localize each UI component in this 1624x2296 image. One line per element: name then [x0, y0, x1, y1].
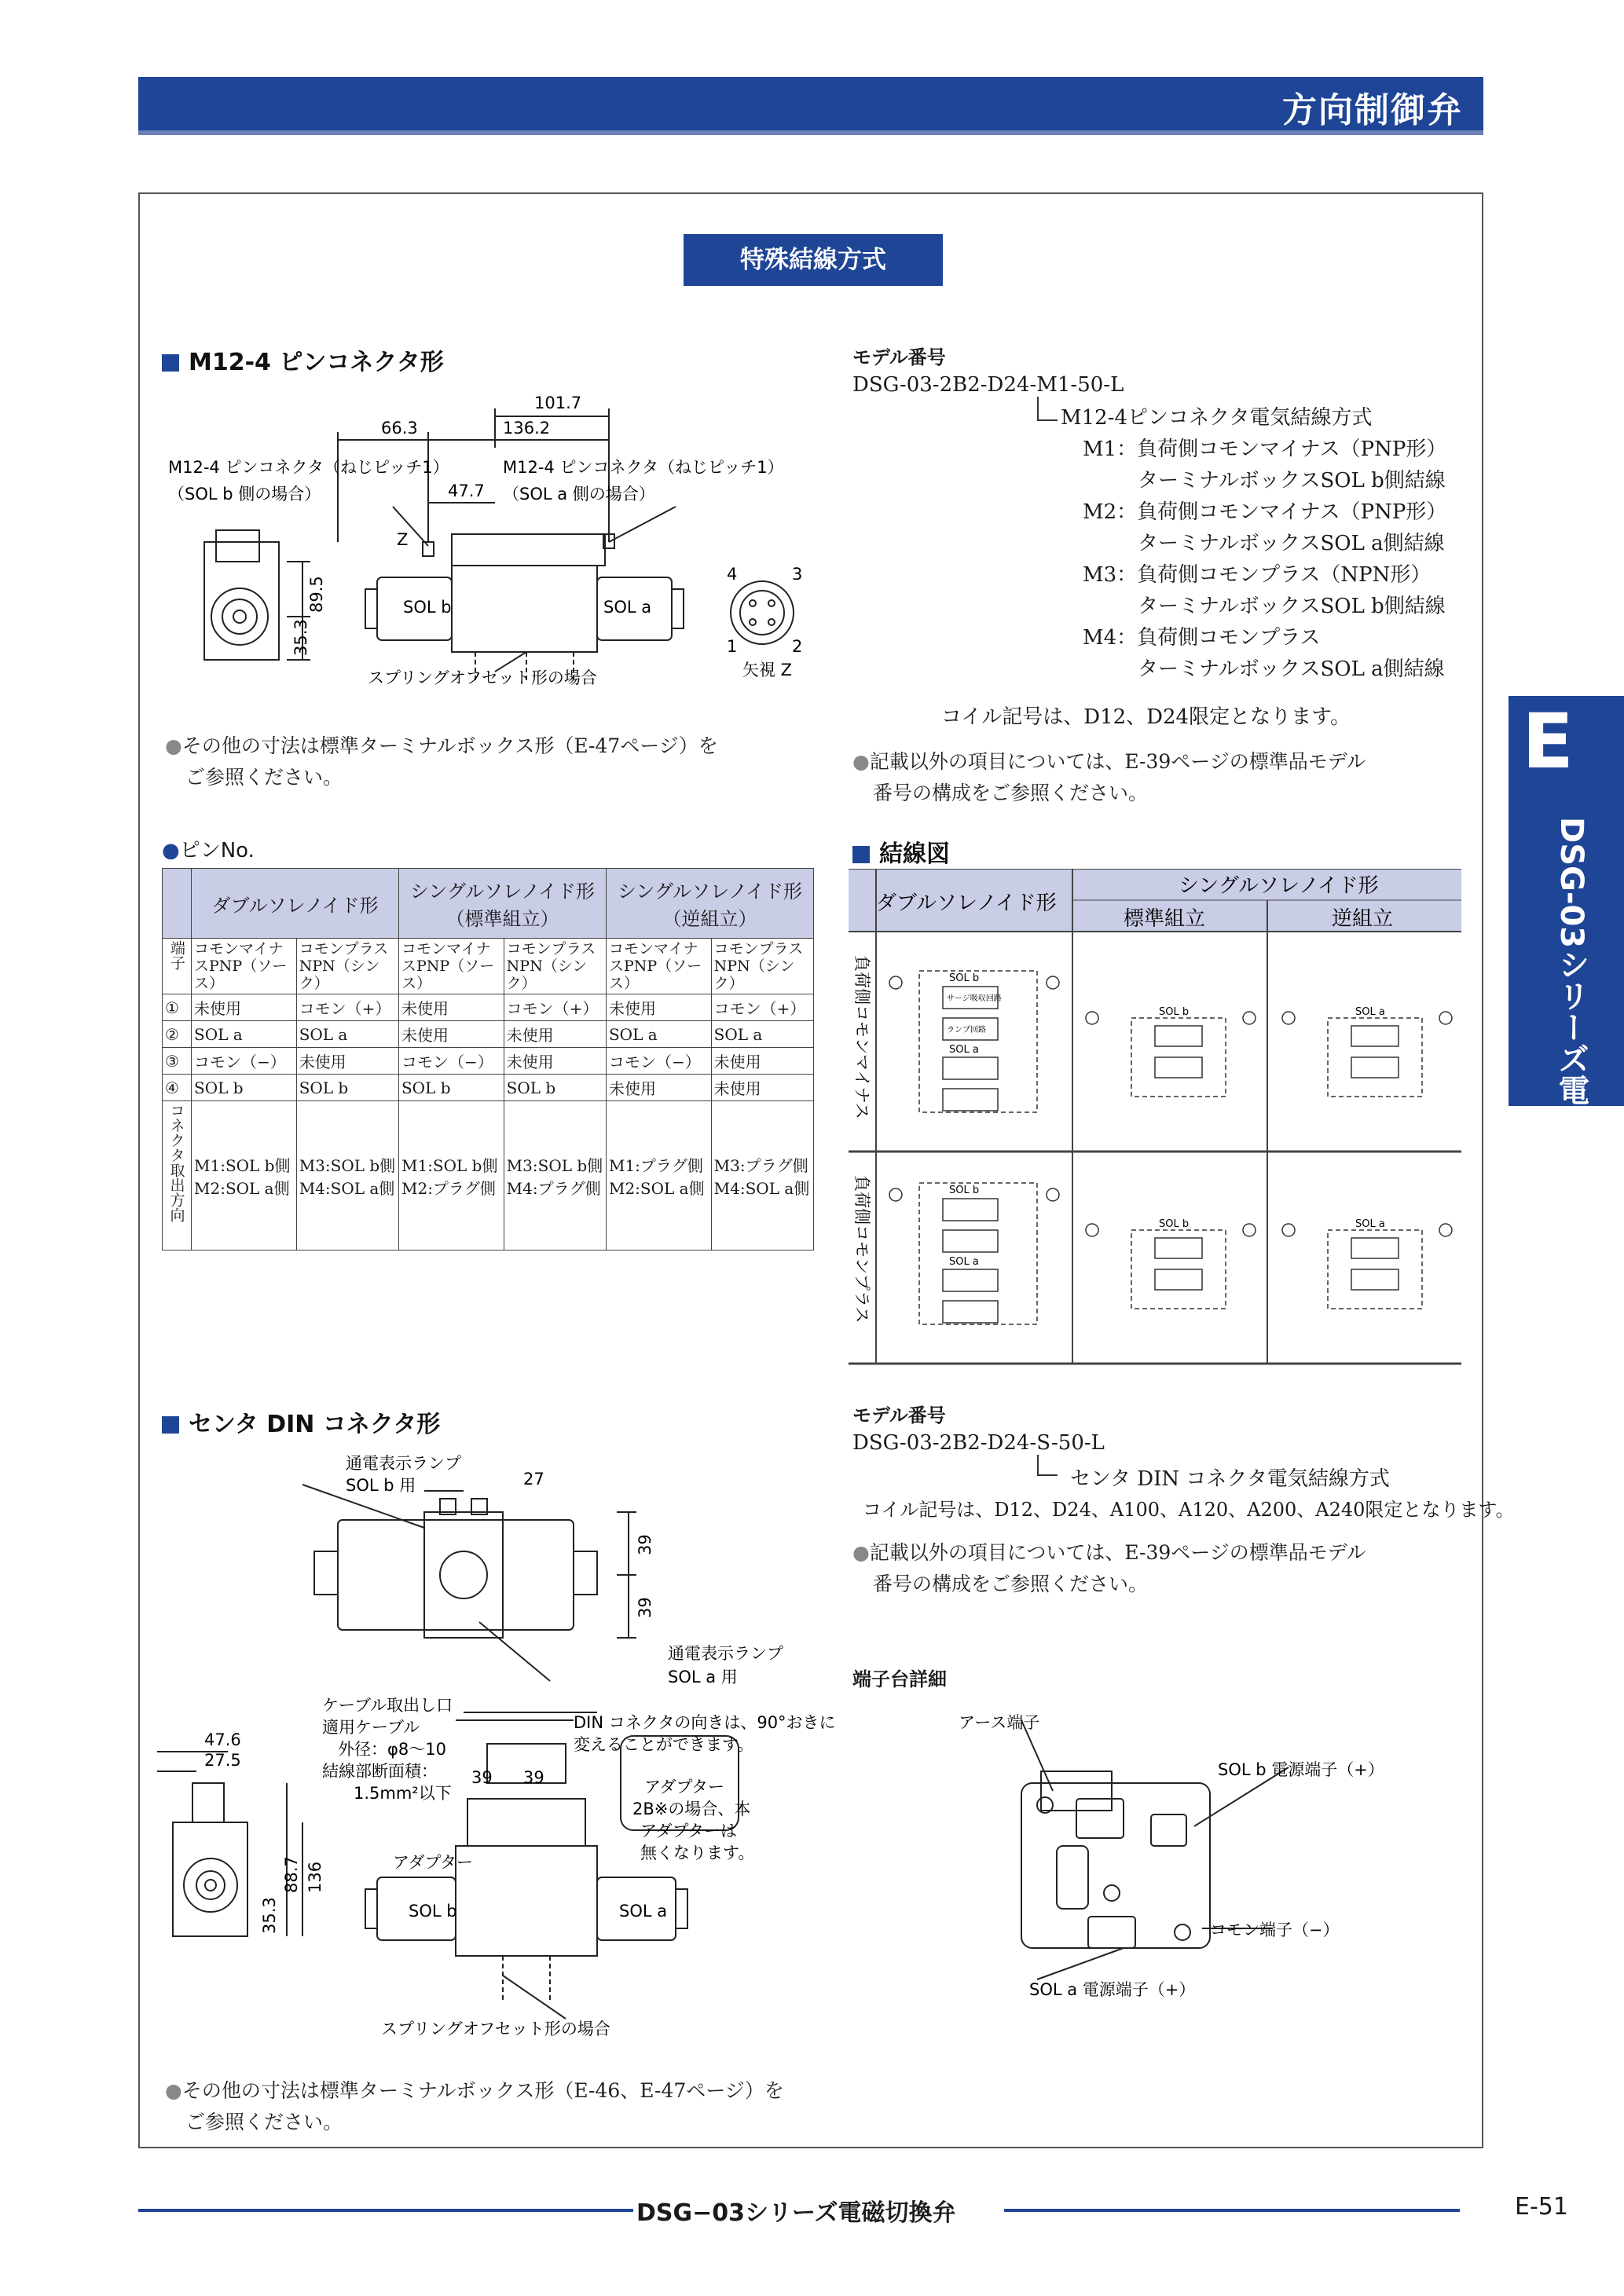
wiring-sol-b-3: SOL b — [949, 1185, 980, 1196]
model1-note: ●記載以外の項目については、E-39ページの標準品モデル 番号の構成をご参照ください。 — [852, 746, 1366, 809]
cable-label-5: 1.5mm²以下 — [354, 1784, 452, 1803]
cable-label-2: 適用ケーブル — [322, 1718, 420, 1737]
table-row — [163, 994, 814, 1021]
model1-line3: M2：負荷側コモンマイナス（PNP形） — [1083, 500, 1447, 524]
connector-c4: M1:プラグ側 M2:SOL a側 — [606, 1101, 711, 1251]
adapter-label-2: アダプター — [393, 1853, 474, 1872]
din-sol-a: SOL a — [619, 1902, 668, 1921]
pin-3: 3 — [792, 565, 803, 584]
din-note: ●その他の寸法は標準ターミナルボックス形（E-46、E-47ページ）を ご参照ください。 — [165, 2075, 784, 2138]
cable-label-1: ケーブル取出し口 — [322, 1696, 453, 1715]
model1-label: モデル番号 — [852, 346, 946, 368]
row2-c2: 未使用 — [296, 1048, 398, 1075]
square-bullet-icon — [162, 1416, 179, 1434]
dim-35-3: 35.3 — [291, 619, 310, 656]
connector-c3: M3:SOL b側 M4:プラグ側 — [504, 1101, 606, 1251]
sub-3: コモンプラスNPN（シンク） — [504, 939, 606, 994]
din-heading-text: センタ DIN コネクタ形 — [189, 1411, 441, 1438]
model1-code: DSG-03-2B2-D24-M1-50-L — [852, 373, 1124, 397]
label-sol-a-side: （SOL a 側の場合） — [503, 485, 655, 504]
wiring-head-double: ダブルソレノイド形 — [876, 892, 1057, 915]
label-sol-b-side: （SOL b 側の場合） — [168, 485, 321, 504]
sub-2: コモンマイナスPNP（ソース） — [398, 939, 504, 994]
sub-5: コモンプラスNPN（シンク） — [711, 939, 813, 994]
dim-88-7: 88.7 — [282, 1856, 301, 1893]
connector-c5: M3:プラグ側 M4:SOL a側 — [711, 1101, 813, 1251]
row3-c3: SOL b — [398, 1075, 504, 1101]
din-drawing — [157, 1453, 849, 2082]
dim-27-5: 27.5 — [204, 1751, 241, 1770]
model2-note-line1: 記載以外の項目については、E-39ページの標準品モデル — [869, 1541, 1366, 1564]
pin-table-title-text: ピンNo. — [179, 839, 255, 862]
table-row — [163, 1021, 814, 1048]
wiring-heading-text: 結線図 — [879, 840, 950, 868]
row2-c5: コモン（−） — [606, 1048, 711, 1075]
side-tab-letter: E — [1522, 698, 1574, 785]
wiring-row2: 負荷側コモンプラス — [852, 1175, 871, 1324]
label-z: Z — [397, 530, 409, 549]
page-number: E-51 — [1515, 2193, 1568, 2221]
dim-101-7: 101.7 — [534, 394, 582, 412]
wiring-sol-a-1: SOL a — [949, 1044, 979, 1056]
model2-note: ●記載以外の項目については、E-39ページの標準品モデル 番号の構成をご参照ください。 — [852, 1537, 1366, 1600]
model1-bracket — [1036, 397, 1059, 428]
wiring-sol-b-1: SOL b — [949, 972, 980, 984]
row1-c5: SOL a — [606, 1021, 711, 1048]
din-direction-2: 変えることができます。 — [574, 1735, 754, 1754]
model1-line1: M1：負荷側コモンマイナス（PNP形） — [1083, 438, 1447, 461]
model2-bracket — [1036, 1455, 1059, 1486]
row1-c2: SOL a — [296, 1021, 398, 1048]
sol-a-power-terminal: SOL a 電源端子（+） — [1029, 1980, 1196, 1999]
row2-c3: コモン（−） — [398, 1048, 504, 1075]
wiring-sol-a-2: SOL a — [1355, 1006, 1385, 1018]
model1-line6: ターミナルボックスSOL b側結線 — [1138, 595, 1446, 618]
row1-c3: 未使用 — [398, 1021, 504, 1048]
model1-line0: M12-4ピンコネクタ電気結線方式 — [1061, 406, 1373, 430]
dim-27: 27 — [523, 1470, 544, 1489]
model2-code: DSG-03-2B2-D24-S-50-L — [852, 1431, 1105, 1455]
row0-c3: 未使用 — [398, 994, 504, 1021]
page-title: 方向制御弁 — [1282, 90, 1463, 130]
din-note-line2: ご参照ください。 — [185, 2111, 343, 2133]
model1-line5: M3：負荷側コモンプラス（NPN形） — [1083, 563, 1432, 587]
dim-47-6: 47.6 — [204, 1730, 241, 1749]
pin-table-head-single-rev — [606, 869, 813, 939]
row0-c6: コモン（+） — [711, 994, 813, 1021]
wiring-head-single: シングルソレノイド形 — [1179, 874, 1379, 898]
din-sol-b: SOL b — [409, 1902, 457, 1921]
side-tab-text: DSG-03シリーズ電磁切換弁 — [1553, 817, 1589, 1232]
din-direction-1: DIN コネクタの向きは、90°おきに — [574, 1713, 836, 1732]
lamp-a-label-2: SOL a 用 — [668, 1668, 738, 1686]
row3-c5: 未使用 — [606, 1075, 711, 1101]
pin-table-title: ●ピンNo. — [162, 839, 255, 862]
adapter-label: アダプター — [644, 1778, 725, 1796]
dim-66-3: 66.3 — [381, 419, 418, 438]
cable-label-4: 結線部断面積： — [322, 1762, 438, 1781]
row3-c2: SOL b — [296, 1075, 398, 1101]
din-spring-offset: スプリングオフセット形の場合 — [381, 2020, 610, 2038]
row3-c4: SOL b — [504, 1075, 606, 1101]
section-banner: 特殊結線方式 — [684, 234, 943, 286]
label-sol-a: SOL a — [603, 598, 652, 617]
row0-c2: コモン（+） — [296, 994, 398, 1021]
head-single-rev-line2: （逆組立） — [662, 908, 757, 930]
pin-table — [162, 868, 814, 1251]
dim-89-5: 89.5 — [307, 576, 326, 613]
dim-35-3-din: 35.3 — [260, 1897, 279, 1934]
model1-coil: コイル記号は、D12、D24限定となります。 — [941, 705, 1351, 729]
table-row — [163, 1075, 814, 1101]
dim-39-din-1: 39 — [471, 1768, 493, 1787]
model2-line1: センタ DIN コネクタ電気結線方式 — [1070, 1467, 1390, 1491]
pin-table-corner — [163, 869, 192, 939]
model2-note-line2: 番号の構成をご参照ください。 — [873, 1573, 1149, 1595]
head-single-rev-line1: シングルソレノイド形 — [617, 881, 803, 903]
dim-136: 136 — [306, 1861, 324, 1893]
pin-table-head-double: ダブルソレノイド形 — [192, 869, 399, 939]
adapter-note-3: 無くなります。 — [640, 1844, 755, 1862]
label-spring-offset: スプリングオフセット形の場合 — [368, 668, 597, 687]
model1-line2: ターミナルボックスSOL b側結線 — [1138, 469, 1446, 493]
pin-1: 1 — [727, 637, 738, 656]
label-view-z: 矢視 Z — [742, 661, 793, 679]
model1-line7: M4：負荷側コモンプラス — [1083, 626, 1321, 650]
row1-c4: 未使用 — [504, 1021, 606, 1048]
pin-table-head-single-std — [398, 869, 606, 939]
dim-136-2: 136.2 — [503, 419, 551, 438]
model2-coil: コイル記号は、D12、D24、A100、A120、A200、A240限定となります。 — [863, 1499, 1515, 1521]
wiring-sol-b-4: SOL b — [1159, 1218, 1190, 1230]
row1-c1: SOL a — [192, 1021, 297, 1048]
wiring-sol-b-2: SOL b — [1159, 1006, 1190, 1018]
row0-c0: ① — [163, 994, 192, 1021]
earth-terminal: アース端子 — [959, 1713, 1040, 1732]
model1-line8: ターミナルボックスSOL a側結線 — [1138, 657, 1445, 681]
footer-rule-right — [1004, 2209, 1460, 2212]
wiring-heading — [852, 834, 950, 869]
m12-note-line1: その他の寸法は標準ターミナルボックス形（E-47ページ）を — [181, 734, 718, 757]
pin-2: 2 — [792, 637, 803, 656]
connector-label: コネクタ取出方向 — [163, 1101, 192, 1251]
label-sol-b-connector: M12-4 ピンコネクタ（ねじピッチ1） — [168, 458, 449, 477]
dim-47-7: 47.7 — [448, 482, 485, 500]
wiring-diagram — [849, 869, 1465, 1367]
head-single-std-line2: （標準組立） — [445, 908, 559, 930]
dim-39-bottom: 39 — [636, 1597, 654, 1618]
sub-0: コモンマイナスPNP（ソース） — [192, 939, 297, 994]
common-terminal: コモン端子（−） — [1210, 1921, 1340, 1939]
model1-note-line1: 記載以外の項目については、E-39ページの標準品モデル — [869, 750, 1366, 773]
wiring-sol-a-3: SOL a — [949, 1256, 979, 1268]
connector-c2: M1:SOL b側 M2:プラグ側 — [398, 1101, 504, 1251]
row3-c0: ④ — [163, 1075, 192, 1101]
m12-note: ●その他の寸法は標準ターミナルボックス形（E-47ページ）を ご参照ください。 — [165, 731, 718, 793]
cable-label-3: 外径：φ8〜10 — [338, 1740, 446, 1759]
term-label: 端子 — [163, 939, 192, 994]
head-single-std-line1: シングルソレノイド形 — [409, 881, 596, 903]
square-bullet-icon — [162, 354, 179, 372]
footer-rule-left — [138, 2209, 633, 2212]
din-heading — [162, 1404, 440, 1439]
row2-c0: ③ — [163, 1048, 192, 1075]
table-row — [163, 1048, 814, 1075]
label-sol-b: SOL b — [403, 598, 452, 617]
connector-c1: M3:SOL b側 M4:SOL a側 — [296, 1101, 398, 1251]
square-bullet-icon — [852, 846, 870, 863]
model1-note-line2: 番号の構成をご参照ください。 — [873, 782, 1149, 804]
row1-c6: SOL a — [711, 1021, 813, 1048]
sub-1: コモンプラスNPN（シンク） — [296, 939, 398, 994]
row0-c4: コモン（+） — [504, 994, 606, 1021]
row1-c0: ② — [163, 1021, 192, 1048]
lamp-b-label-1: 通電表示ランプ — [346, 1454, 461, 1473]
terminal-heading: 端子台詳細 — [852, 1668, 947, 1690]
m12-note-line2: ご参照ください。 — [185, 766, 343, 789]
wiring-row1: 負荷側コモンマイナス — [852, 955, 871, 1119]
terminal-drawing — [943, 1705, 1430, 2003]
m12-drawing — [157, 385, 849, 699]
row0-c5: 未使用 — [606, 994, 711, 1021]
m12-heading — [162, 342, 444, 377]
row2-c4: 未使用 — [504, 1048, 606, 1075]
sol-b-power-terminal: SOL b 電源端子（+） — [1218, 1760, 1384, 1779]
adapter-note-2: アダプターは — [640, 1822, 738, 1840]
header-bar — [138, 77, 1483, 135]
row2-c1: コモン（−） — [192, 1048, 297, 1075]
lamp-b-label-2: SOL b 用 — [346, 1476, 416, 1495]
footer-title: DSG−03シリーズ電磁切換弁 — [636, 2199, 956, 2227]
wiring-lamp-1: ランプ回路 — [947, 1026, 986, 1034]
lamp-a-label-1: 通電表示ランプ — [668, 1644, 783, 1663]
pin-4: 4 — [727, 565, 738, 584]
wiring-sol-a-4: SOL a — [1355, 1218, 1385, 1230]
sub-4: コモンマイナスPNP（ソース） — [606, 939, 711, 994]
model2-label: モデル番号 — [852, 1404, 946, 1426]
connector-c0: M1:SOL b側 M2:SOL a側 — [192, 1101, 297, 1251]
table-row — [163, 1101, 814, 1251]
wiring-head-rev: 逆組立 — [1332, 907, 1394, 931]
row3-c6: 未使用 — [711, 1075, 813, 1101]
model1-line4: ターミナルボックスSOL a側結線 — [1138, 532, 1445, 555]
din-note-line1: その他の寸法は標準ターミナルボックス形（E-46、E-47ページ）を — [181, 2079, 784, 2102]
wiring-surge-1: サージ吸収回路 — [947, 994, 1002, 1003]
row0-c1: 未使用 — [192, 994, 297, 1021]
m12-heading-text: M12-4 ピンコネクタ形 — [189, 349, 444, 376]
dim-39-din-2: 39 — [523, 1768, 544, 1787]
dim-39-top: 39 — [636, 1534, 654, 1555]
wiring-head-std: 標準組立 — [1124, 907, 1206, 931]
row2-c6: 未使用 — [711, 1048, 813, 1075]
label-sol-a-connector: M12-4 ピンコネクタ（ねじピッチ1） — [503, 458, 784, 477]
row3-c1: SOL b — [192, 1075, 297, 1101]
adapter-note-1: 2B※の場合、本 — [632, 1800, 751, 1818]
